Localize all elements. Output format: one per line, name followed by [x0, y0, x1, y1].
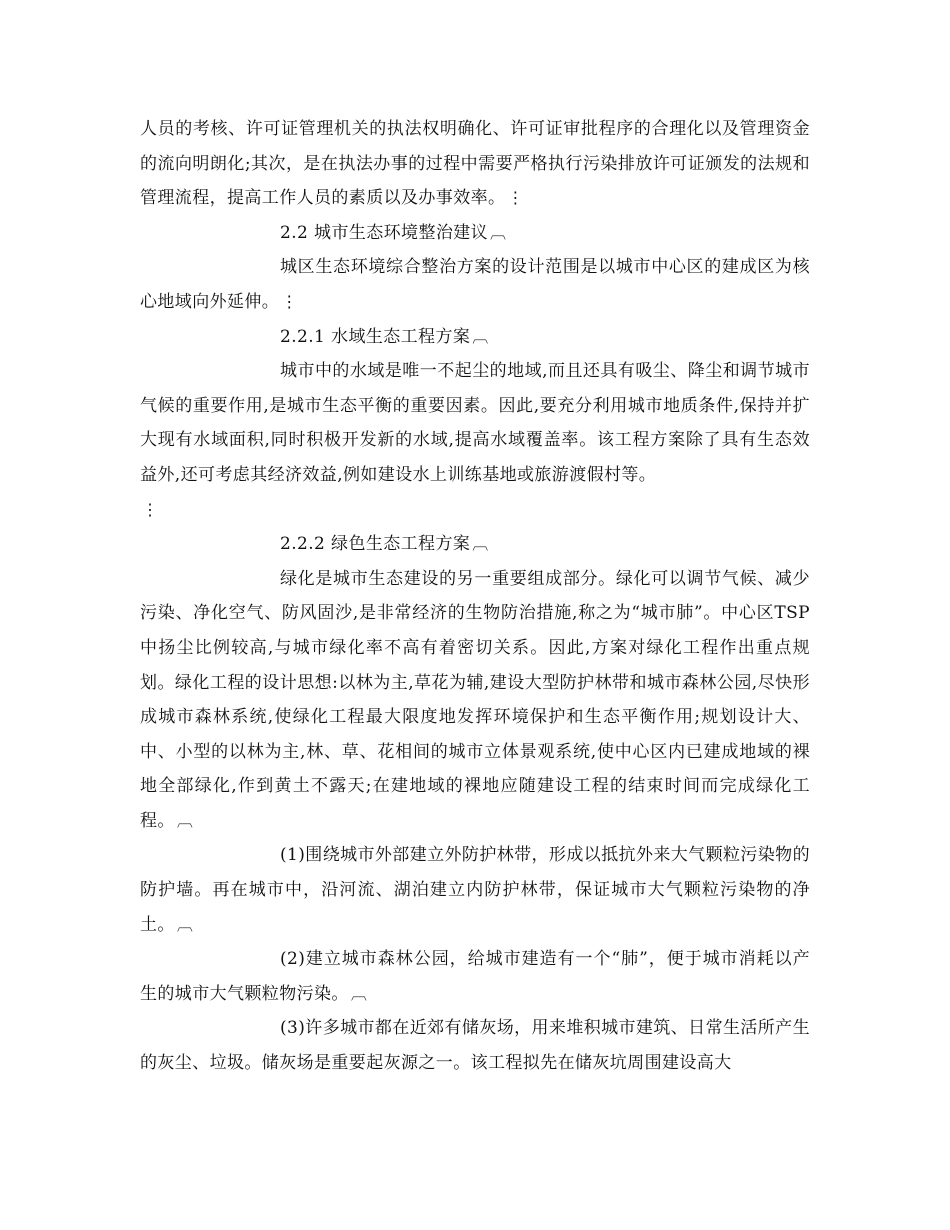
heading-text: 2.2 城市生态环境整治建议	[280, 222, 489, 243]
continuation-mark: ⋮	[142, 499, 159, 519]
paragraph-text: 城区生态环境综合整治方案的设计范围是以城市中心区的建成区为核心地域向外延伸。	[140, 257, 810, 312]
continuation-mark-line	[140, 493, 810, 528]
heading-text: 2.2.2 绿色生态工程方案	[280, 534, 471, 555]
document-page	[140, 112, 810, 1081]
subsection-heading	[140, 320, 810, 355]
paragraph-text: 绿化是城市生态建设的另一重要组成部分。绿化可以调节气候、减少污染、净化空气、防风固沙,是非常经济的生物防治措施,称之为“城市肺”。中心区TSP 中扬尘比例较高,与城市绿化率不高有着密切关系。因此,方案对绿化工程作出重点规划。绿化工程的设计思想:以林为主,草花为辅,建设大型防护林带和城市森林公园,尽快形成城市森林系统,使绿化工程最大限度地发挥环境保护和生态平衡作用;规划设计大、中、小型的以林为主,林、草、花相间的城市立体景观系统,使中心区内已建成地域的裸地全部绿化,作到黄土不露天;在建地域的裸地应随建设工程的结束时间而完成绿化工程。	[140, 568, 810, 831]
body-paragraph	[140, 112, 810, 216]
paragraph-text: (3)许多城市都在近郊有储灰场，用来堆积城市建筑、日常生活所产生的灰尘、垃圾。储灰场是重要起灰源之一。该工程拟先在储灰坑周围建设高大	[140, 1018, 810, 1074]
paragraph-text: 人员的考核、许可证管理机关的执法权明确化、许可证审批程序的合理化以及管理资金的流向明朗化;其次，是在执法办事的过程中需要严格执行污染排放许可证颁发的法规和管理流程，提高工作人员的素质以及办事效率。	[140, 119, 810, 209]
continuation-mark: ⋮	[507, 188, 524, 208]
list-paragraph	[140, 838, 810, 942]
body-paragraph	[140, 562, 810, 839]
paragraph-mark: ︹	[490, 222, 507, 242]
paragraph-mark: ︹	[472, 534, 489, 554]
paragraph-mark: ︹	[176, 810, 194, 830]
paragraph-mark: ︹	[176, 914, 194, 934]
paragraph-text: 城市中的水域是唯一不起尘的地域,而且还具有吸尘、降尘和调节城市气候的重要作用,是城市生态平衡的重要因素。因此,要充分利用城市地质条件,保持并扩大现有水域面积,同时积极开发新的水域,提高水域覆盖率。该工程方案除了具有生态效益外,还可考虑其经济效益,例如建设水上训练基地或旅游渡假村等。	[140, 361, 810, 485]
body-paragraph	[140, 250, 810, 319]
continuation-mark: ⋮	[281, 291, 298, 311]
list-paragraph	[140, 1011, 810, 1080]
paragraph-mark: ︹	[350, 983, 368, 1003]
paragraph-text: (2)建立城市森林公园，给城市建造有一个“肺”，便于城市消耗以产生的城市大气颗粒物污染。	[140, 949, 810, 1004]
subsection-heading	[140, 527, 810, 562]
body-paragraph	[140, 354, 810, 492]
paragraph-mark: ︹	[472, 326, 489, 346]
heading-text: 2.2.1 水域生态工程方案	[280, 326, 471, 347]
paragraph-text: (1)围绕城市外部建立外防护林带，形成以抵抗外来大气颗粒污染物的防护墙。再在城市中，沿河流、湖泊建立内防护林带，保证城市大气颗粒污染物的净土。	[140, 845, 810, 935]
section-heading	[140, 216, 810, 251]
list-paragraph	[140, 942, 810, 1011]
